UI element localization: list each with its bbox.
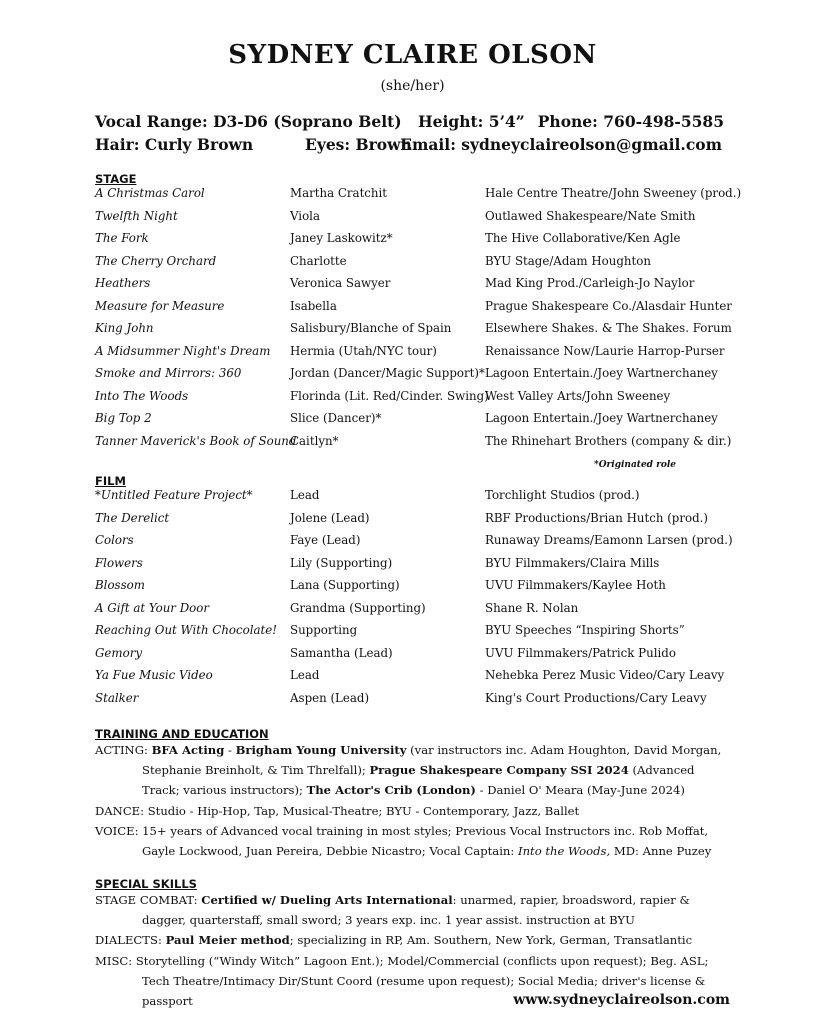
- email: Email: sydneyclaireolson@gmail.com: [400, 135, 722, 154]
- stage-heading: STAGE: [95, 172, 137, 186]
- credit-title: The Derelict: [95, 510, 170, 525]
- credit-company: UVU Filmmakers/Kaylee Hoth: [485, 578, 666, 592]
- credit-role: Lana (Supporting): [290, 578, 400, 592]
- hair: Hair: Curly Brown: [95, 135, 254, 154]
- credit-role: Charlotte: [290, 253, 347, 268]
- website-link[interactable]: www.sydneyclaireolson.com: [513, 992, 730, 1008]
- credit-title: Measure for Measure: [95, 298, 225, 313]
- pronouns: (she/her): [380, 78, 445, 94]
- resume-name: SYDNEY CLAIRE OLSON: [228, 40, 597, 70]
- credit-company: Prague Shakespeare Co./Alasdair Hunter: [485, 298, 732, 313]
- credit-company: Lagoon Entertain./Joey Wartnerchaney: [485, 411, 718, 425]
- credit-title: The Cherry Orchard: [95, 253, 217, 268]
- credit-title: Blossom: [95, 578, 145, 592]
- credit-company: RBF Productions/Brian Hutch (prod.): [485, 510, 709, 525]
- credit-company: BYU Stage/Adam Houghton: [485, 253, 651, 268]
- credit-company: Nehebka Perez Music Video/Cary Leavy: [485, 668, 725, 682]
- credit-role: Viola: [290, 208, 320, 223]
- credit-title: Colors: [95, 533, 134, 547]
- credit-title: Twelfth Night: [95, 208, 178, 223]
- credit-role: Hermia (Utah/NYC tour): [290, 343, 437, 358]
- originated-role-note: *Originated role: [594, 460, 676, 470]
- training-heading: TRAINING AND EDUCATION: [95, 727, 269, 741]
- credit-title: A Christmas Carol: [95, 186, 205, 200]
- credit-role: Supporting: [290, 623, 358, 637]
- credit-role: Lily (Supporting): [290, 555, 393, 570]
- credit-company: West Valley Arts/John Sweeney: [485, 388, 671, 403]
- credit-company: Renaissance Now/Laurie Harrop-Purser: [485, 343, 725, 358]
- acting-training: ACTING: BFA Acting - Brigham Young University (var instructors inc. Adam Houghton, David Morgan, Stephanie Breinholt, & Tim Threlfall); Prague Shakespeare Company SSI 2024 (Advanced Track; various instructors); The Actor's Crib (London) - Daniel O' Meara (May-June 2024): [95, 743, 722, 798]
- credit-company: Hale Centre Theatre/John Sweeney (prod.): [485, 186, 742, 200]
- film-heading: FILM: [95, 474, 126, 488]
- credit-company: The Hive Collaborative/Ken Agle: [485, 231, 681, 245]
- credit-title: Smoke and Mirrors: 360: [95, 366, 242, 380]
- credit-company: Elsewhere Shakes. & The Shakes. Forum: [485, 321, 732, 335]
- credit-title: Stalker: [95, 690, 139, 705]
- credit-company: Torchlight Studios (prod.): [485, 488, 640, 502]
- voice-training: VOICE: 15+ years of Advanced vocal training in most styles; Previous Vocal Instructors inc. Rob Moffat, Gayle Lockwood, Juan Pereira, Debbie Nicastro; Vocal Captain: Into the Woods, MD: Anne Puzey: [95, 823, 712, 859]
- credit-title: Flowers: [95, 555, 143, 570]
- credit-role: Faye (Lead): [290, 533, 361, 547]
- credit-title: A Midsummer Night's Dream: [95, 343, 271, 358]
- credit-company: BYU Speeches “Inspiring Shorts”: [485, 623, 685, 637]
- credit-title: King John: [95, 321, 154, 335]
- eyes: Eyes: Brown: [305, 135, 412, 154]
- stage-combat: STAGE COMBAT: Certified w/ Dueling Arts International: unarmed, rapier, broadsword, rapier & dagger, quarterstaff, small sword; 3 years exp. inc. 1 year assist. instruction at BYU: [95, 893, 690, 928]
- credit-role: Samantha (Lead): [290, 645, 393, 660]
- credit-company: Shane R. Nolan: [485, 600, 579, 615]
- phone: Phone: 760-498-5585: [537, 112, 724, 131]
- misc-skills: MISC: Storytelling (“Windy Witch” Lagoon Ent.); Model/Commercial (conflicts upon request); Beg. ASL; Tech Theatre/Intimacy Dir/Stunt Coord (resume upon request); Social Media; driver's license & passport: [95, 953, 709, 1009]
- credit-title: A Gift at Your Door: [95, 600, 209, 615]
- credit-role: Isabella: [290, 298, 337, 313]
- credit-company: BYU Filmmakers/Claira Mills: [485, 555, 660, 570]
- credit-role: Janey Laskowitz*: [290, 231, 393, 245]
- credit-title: Tanner Maverick's Book of Sound: [95, 433, 297, 448]
- credit-role: Jordan (Dancer/Magic Support)*: [290, 366, 485, 380]
- credit-role: Jolene (Lead): [290, 510, 370, 525]
- credit-company: UVU Filmmakers/Patrick Pulido: [485, 645, 676, 660]
- dance-training: DANCE: Studio - Hip-Hop, Tap, Musical-Theatre; BYU - Contemporary, Jazz, Ballet: [95, 803, 580, 818]
- credit-title: Big Top 2: [95, 411, 152, 425]
- credit-title: Into The Woods: [95, 388, 189, 403]
- credit-role: Lead: [290, 668, 320, 682]
- dialects: DIALECTS: Paul Meier method; specializing in RP, Am. Southern, New York, German, Transatlantic: [95, 933, 693, 948]
- credit-title: Reaching Out With Chocolate!: [95, 623, 278, 637]
- credit-title: Gemory: [95, 645, 142, 660]
- credit-role: Grandma (Supporting): [290, 600, 426, 615]
- credit-title: Heathers: [95, 276, 151, 290]
- credit-role: Slice (Dancer)*: [290, 411, 382, 425]
- vocal-range: Vocal Range: D3-D6 (Soprano Belt): [95, 112, 402, 131]
- credit-title: *Untitled Feature Project*: [95, 488, 253, 502]
- skills-heading: SPECIAL SKILLS: [95, 877, 197, 891]
- credit-role: Florinda (Lit. Red/Cinder. Swing): [290, 388, 489, 403]
- credit-role: Caitlyn*: [290, 433, 339, 448]
- credit-company: The Rhinehart Brothers (company & dir.): [485, 433, 732, 448]
- credit-role: Martha Cratchit: [290, 186, 388, 200]
- credit-company: Runaway Dreams/Eamonn Larsen (prod.): [485, 533, 733, 547]
- training-block: [95, 740, 735, 861]
- height: Height: 5’4”: [418, 112, 525, 131]
- credit-role: Lead: [290, 488, 320, 502]
- credit-role: Aspen (Lead): [290, 690, 370, 705]
- credit-company: King's Court Productions/Cary Leavy: [485, 690, 707, 705]
- credit-company: Lagoon Entertain./Joey Wartnerchaney: [485, 366, 718, 380]
- credit-title: Ya Fue Music Video: [95, 668, 213, 682]
- credit-company: Mad King Prod./Carleigh-Jo Naylor: [485, 276, 695, 290]
- credit-title: The Fork: [95, 231, 149, 245]
- credit-role: Salisbury/Blanche of Spain: [290, 321, 452, 335]
- credit-role: Veronica Sawyer: [290, 276, 391, 290]
- credit-company: Outlawed Shakespeare/Nate Smith: [485, 208, 696, 223]
